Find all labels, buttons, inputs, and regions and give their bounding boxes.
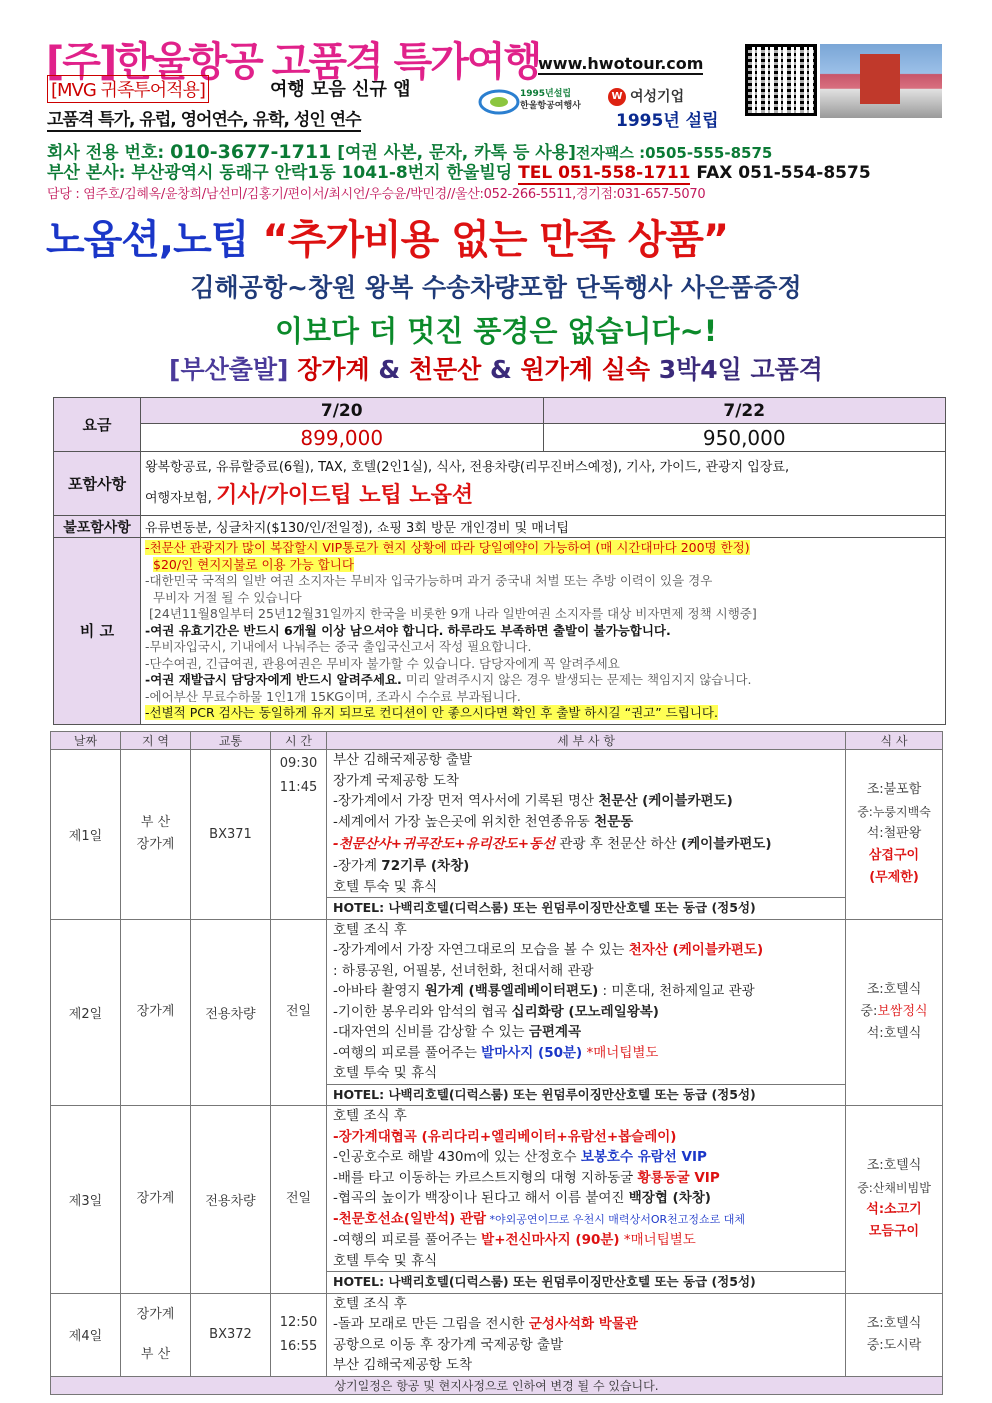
remark-reissue: -여권 재발급시 담당자에게 반드시 알려주세요.: [145, 672, 402, 687]
day-region: 장가계: [121, 1106, 191, 1294]
meal-dinner-highlight: 삼겹구이: [868, 848, 920, 864]
day-meals: [846, 919, 943, 1106]
col-date: 날짜: [51, 732, 121, 750]
included-text: 왕복항공료, 유류할증료(6월), TAX, 호텔(2인1실), 식사, 전용차량(리무진버스예정), 기사, 가이드, 관광지 입장료,: [145, 460, 790, 475]
flight-times: [271, 750, 327, 920]
remark-passport-types: -단수여권, 긴급여권, 관용여권은 무비자 불가할 수 있습니다. 담당자에게 꼭 알려주세요: [145, 655, 620, 671]
remark-baggage: -에어부산 무료수하물 1인1개 15KG이며, 조과시 수수료 부과됩니다.: [145, 688, 521, 704]
region-dest: 부 산: [140, 1346, 171, 1362]
detail-line: [333, 812, 839, 833]
table-row: [51, 919, 943, 1106]
remark-reissue-liability: 미리 알려주시지 않은 경우 발생되는 문제는 책임지지 않습니다.: [401, 672, 752, 687]
detail-line: [333, 856, 839, 877]
detail-line: -장가계대협곡 (유리다리+엘리베이터+유람선+봅슬레이): [333, 1128, 677, 1145]
remark-passport-validity: -여권 유효기간은 반드시 6개월 이상 남으셔야 합니다. 하루라도 부족하면 출발이 불가능합니다.: [145, 622, 671, 638]
remark-visa-policy: [24년11월8일부터 25년12월31일까지 한국을 비롯한 9개 나라 일반여권 소지자를 대상 비자면제 정책 시행중]: [149, 606, 757, 621]
detail-line: [333, 791, 839, 812]
women-company-icon: W: [608, 88, 626, 106]
departure-time: 12:50: [279, 1314, 318, 1330]
tour-duration: 3박4일 고품격: [658, 355, 823, 384]
detail-line: 공항으로 이동 후 장가계 국제공항 출발: [333, 1336, 564, 1353]
day-details: [327, 750, 846, 920]
detail-highlight: -천문산사+귀곡잔도+유리잔도+동선: [333, 836, 556, 852]
day-meals: [846, 1293, 943, 1376]
detail-highlight: 발마사지 (50분): [481, 1044, 583, 1061]
detail-text: -인공호수로 해발 430m에 있는 산정호수: [333, 1149, 581, 1165]
meal-lunch: 중:도시락: [866, 1337, 922, 1353]
detail-line: [333, 1230, 839, 1251]
remarks-content: [141, 538, 946, 725]
detail-highlight: 황룡동굴 VIP: [637, 1169, 720, 1186]
arrival-time: 11:45: [279, 780, 318, 795]
day-meals: [846, 750, 943, 920]
day-region: 장가계: [121, 919, 191, 1106]
departure-time: 09:30: [279, 756, 318, 771]
detail-text: -장가계에서 가장 자연그대로의 모습을 볼 수 있는: [333, 942, 629, 958]
itinerary-table: [50, 731, 943, 1395]
day-label: 제4일: [51, 1293, 121, 1376]
meal-dinner: 석:호텔식: [866, 1026, 922, 1042]
website-link[interactable]: www.hwotour.com: [538, 54, 704, 73]
col-meals: 식 사: [846, 732, 943, 750]
app-notice: 여행 모음 신규 앱: [270, 79, 411, 100]
day-label: 제2일: [51, 919, 121, 1106]
dest-zhangjiajie: 장가계: [297, 355, 379, 384]
subhead-tour-title: [0, 350, 992, 386]
price-value: 950,000: [543, 424, 946, 452]
dest-yuanjiajie: 원가계 실속: [520, 355, 659, 384]
amp-1: &: [378, 355, 409, 384]
detail-line: 호텔 투숙 및 휴식: [333, 1252, 438, 1269]
detail-line: [333, 1209, 839, 1231]
flight-number: BX372: [191, 1293, 271, 1376]
fax-number: FAX 051-554-8575: [690, 163, 871, 183]
tel-number[interactable]: TEL 051-558-1711: [518, 163, 691, 183]
association-text: [520, 88, 581, 112]
region-origin: 장가계: [136, 1306, 175, 1322]
detail-highlight: 보봉호수 유람선 VIP: [580, 1149, 707, 1165]
detail-highlight: 천문동: [594, 813, 634, 830]
price-label: 요금: [54, 398, 141, 452]
meal-lunch-prefix: 중:: [860, 1004, 878, 1020]
detail-text: -세계에서 가장 높은곳에 위치한 천연종유동: [333, 813, 595, 830]
day-label: 제1일: [51, 750, 121, 920]
detail-line: 호텔 조식 후: [333, 1295, 407, 1312]
detail-text: -배를 타고 이동하는 카르스트지형의 대형 지하동굴: [333, 1169, 638, 1186]
day-details: [327, 1293, 846, 1376]
departure-tag: [부산출발]: [169, 355, 298, 384]
headline-no-option: 노옵션,노팁: [46, 217, 249, 263]
transport-type: 전용차량: [191, 919, 271, 1106]
efax-number: 전자팩스 :0505-555-8575: [575, 144, 773, 162]
detail-highlight: 원가계 (백룡엘레베이터편도): [424, 983, 599, 999]
detail-line: 호텔 조식 후: [333, 1108, 407, 1124]
headline-no-extra-cost: “추가비용 없는 만족 상품”: [262, 217, 729, 263]
day-region: [121, 750, 191, 920]
address-line: [47, 158, 871, 183]
phone-note: [여권 사본, 문자, 카톡 등 사용]: [331, 143, 576, 163]
meal-lunch: [846, 1001, 942, 1023]
detail-line: [333, 1188, 839, 1209]
col-transport: 교통: [191, 732, 271, 750]
included-insurance: 여행자보험,: [145, 491, 217, 506]
detail-line: 호텔 조식 후: [333, 921, 407, 938]
hotel-info: HOTEL: 나백리호텔(디럭스룸) 또는 윈덤루이징만산호텔 또는 동급 (정5성): [327, 897, 845, 919]
detail-line: 부산 김해국제공항 도착: [333, 1357, 472, 1373]
excluded-label: 불포함사항: [54, 516, 141, 538]
detail-highlight: 금편계곡: [528, 1024, 582, 1040]
detail-note: *매너팁별도: [619, 1232, 696, 1248]
detail-text: -협곡의 높이가 백장이나 된다고 해서 이름 붙여진: [333, 1190, 629, 1206]
dest-tianmen: 천문산: [408, 355, 491, 384]
meal-dinner: 석:소고기: [866, 1202, 922, 1218]
detail-text: -장가계에서 가장 먼저 역사서에 기록된 명산: [333, 793, 599, 809]
detail-highlight: 천자산 (케이블카편도): [628, 942, 764, 958]
association-name: 한울항공여행사: [520, 101, 581, 111]
meal-breakfast: 조:불포함: [866, 782, 922, 798]
association-icon: [478, 86, 520, 116]
remark-visa-refuse: 무비자 거절 될 수 있습니다: [153, 589, 302, 605]
meal-unlimited: (무제한): [869, 870, 919, 886]
itinerary-disclaimer: 상기일정은 항공 및 현지사정으로 인하여 변경 될 수 있습니다.: [51, 1376, 943, 1394]
col-time: 시 간: [271, 732, 327, 750]
day-meals: [846, 1106, 943, 1294]
price-value: 899,000: [141, 424, 544, 452]
detail-highlight: 군성사석화 박물관: [528, 1316, 638, 1332]
subhead-scenery: 이보다 더 멋진 풍경은 없습니다~!: [274, 314, 718, 348]
detail-note: *야외공연이므로 우천시 매력상서OR천고정쇼로 대체: [486, 1212, 745, 1226]
hotel-info: HOTEL: 나백리호텔(디럭스룸) 또는 윈덤루이징만산호텔 또는 동급 (정5성): [327, 1271, 845, 1293]
detail-line: 장가계 국제공항 도착: [333, 772, 459, 789]
subhead-transfer: 김해공항~창원 왕복 수송차량포함 단독행사 사은품증정: [190, 273, 802, 302]
meal-dinner-highlight: 모듬구이: [868, 1224, 920, 1240]
region-dest: 장가계: [136, 837, 175, 853]
departure-date: 7/22: [543, 398, 946, 424]
detail-text: -여행의 피로를 풀어주는: [333, 1232, 482, 1248]
remark-vip: -천문산 관광지가 많이 복잡할시 VIP통로가 현지 상황에 따라 당일예약이 가능하여 (매 시간대마다 200명 한정): [145, 540, 750, 555]
detail-text: -아바타 촬영지: [333, 983, 425, 999]
day-time: 전일: [271, 919, 327, 1106]
detail-line: 부산 김해국제공항 출발: [333, 752, 472, 768]
meal-lunch-highlight: 보쌈정식: [877, 1004, 928, 1020]
agency-tagline-title: 고품격 특가여행: [271, 39, 541, 85]
itinerary-header-row: [51, 732, 943, 750]
transport-type: 전용차량: [191, 1106, 271, 1294]
detail-line: [333, 832, 839, 856]
detail-line: 호텔 투숙 및 휴식: [333, 878, 438, 895]
detail-line: 호텔 투숙 및 휴식: [333, 1065, 438, 1081]
staff-list: 담당 : 염주호/김혜옥/윤창희/남선미/김홍기/편이서/최시언/우승윤/박민경//울산:052-266-5511,경기점:031-657-5070: [47, 187, 706, 202]
remark-arrival-card: -무비자입국시, 기내에서 나눠주는 중국 출입국신고서 작성 필요합니다.: [145, 639, 532, 654]
qr-code-icon[interactable]: [745, 44, 817, 116]
no-tip-banner: 기사/가이드팁 노팁 노옵션: [216, 483, 474, 508]
hotel-info: HOTEL: 나백리호텔(디럭스룸) 또는 윈덤루이징만산호텔 또는 동급 (정5성): [327, 1084, 845, 1106]
amp-2: &: [490, 355, 521, 384]
remark-visa-free: -대한민국 국적의 일반 여권 소지자는 무비자 입국가능하며 과거 중국내 처벌 또는 추방 이력이 있을 경우: [145, 573, 713, 588]
detail-highlight: 발+전신마사지 (90분): [481, 1232, 620, 1248]
flight-times: [271, 1293, 327, 1376]
detail-text: -여행의 피로를 풀어주는: [333, 1044, 482, 1061]
agency-brand: [주]한울항공: [46, 39, 262, 85]
detail-line: [333, 1314, 839, 1335]
detail-highlight: -천문호선쇼(일반석) 관람: [333, 1210, 487, 1227]
detail-highlight: 72기루 (차창): [381, 858, 470, 874]
remarks-label: 비 고: [54, 538, 141, 725]
detail-line: [333, 1168, 839, 1189]
detail-line: [333, 1022, 839, 1043]
head-office-address: 부산 본사: 부산광역시 동래구 안락1동 1041-8번지 한울빌딩: [47, 163, 519, 183]
headline: [46, 208, 728, 265]
day-time: 전일: [271, 1106, 327, 1294]
remark-vip-fee: $20/인 현지지불로 이용 가능 합니다: [153, 556, 354, 572]
table-row: [51, 1293, 943, 1376]
tour-info-table: [53, 397, 946, 725]
meal-breakfast: 조:호텔식: [866, 982, 922, 998]
detail-highlight: 백장협 (차창): [628, 1190, 711, 1206]
detail-text: : 미혼대, 천하제일교 관광: [598, 983, 755, 999]
remark-pcr: -선별적 PCR 검사는 동일하게 유지 되므로 컨디션이 안 좋으시다면 확인 후 출발 하시길 “권고” 드립니다.: [145, 705, 718, 720]
association-founded: 1995년설립: [520, 89, 572, 99]
detail-highlight: 십리화랑 (모노레일왕복): [511, 1003, 659, 1020]
detail-note: *매너팁별도: [582, 1044, 659, 1061]
women-company-label: 여성기업: [630, 89, 685, 105]
meal-lunch: 중:누룽지백숙: [857, 805, 931, 820]
detail-line: : 하룡공원, 어필봉, 선녀헌화, 천대서해 관광: [333, 962, 594, 979]
day-label: 제3일: [51, 1106, 121, 1294]
region-origin: 부 산: [140, 815, 171, 831]
founded-year: 1995년 설립: [616, 111, 719, 131]
table-row: [51, 750, 943, 920]
excluded-content: 유류변동분, 싱글차지($130/인/전일정), 쇼핑 3회 방문 개인경비 및 매너팁: [141, 516, 946, 538]
detail-text: -기이한 봉우리와 암석의 협곡: [333, 1003, 512, 1020]
flight-number: BX371: [191, 750, 271, 920]
detail-line: [333, 940, 839, 961]
mvg-badge: [MVG 귀족투어적용]: [47, 75, 209, 103]
building-photo: [820, 44, 942, 118]
detail-text: -돌과 모래로 만든 그림을 전시한: [333, 1316, 529, 1332]
table-row: [51, 1106, 943, 1294]
day-details: [327, 919, 846, 1106]
detail-line: [333, 1043, 839, 1064]
phone-number[interactable]: 010-3677-1711: [170, 141, 332, 163]
day-details: [327, 1106, 846, 1294]
detail-text: -장가계: [333, 858, 382, 874]
included-label: 포함사항: [54, 452, 141, 516]
detail-line: [333, 981, 839, 1002]
col-details: 세 부 사 항: [327, 732, 846, 750]
detail-highlight: (케이블카편도): [680, 836, 772, 852]
detail-text: 관광 후 천문산 하산: [555, 836, 681, 852]
women-company-badge: [608, 86, 684, 106]
detail-highlight: 천문산 (케이블카편도): [598, 793, 733, 809]
col-region: 지 역: [121, 732, 191, 750]
phone-label: 회사 전용 번호:: [47, 143, 171, 163]
detail-line: [333, 1002, 839, 1023]
departure-date: 7/20: [141, 398, 544, 424]
meal-breakfast: 조:호텔식: [866, 1158, 922, 1174]
detail-text: -대자연의 신비를 감상할 수 있는: [333, 1024, 529, 1040]
day-region: [121, 1293, 191, 1376]
included-content: [141, 452, 946, 516]
detail-line: [333, 1147, 839, 1168]
meal-lunch: 중:산채비빔밥: [857, 1181, 931, 1196]
meal-breakfast: 조:호텔식: [866, 1315, 922, 1331]
arrival-time: 16:55: [279, 1338, 318, 1354]
meal-dinner: 석:철판왕: [866, 826, 922, 842]
services-tagline: 고품격 특가, 유럽, 영어연수, 유학, 성인 연수: [47, 105, 361, 132]
